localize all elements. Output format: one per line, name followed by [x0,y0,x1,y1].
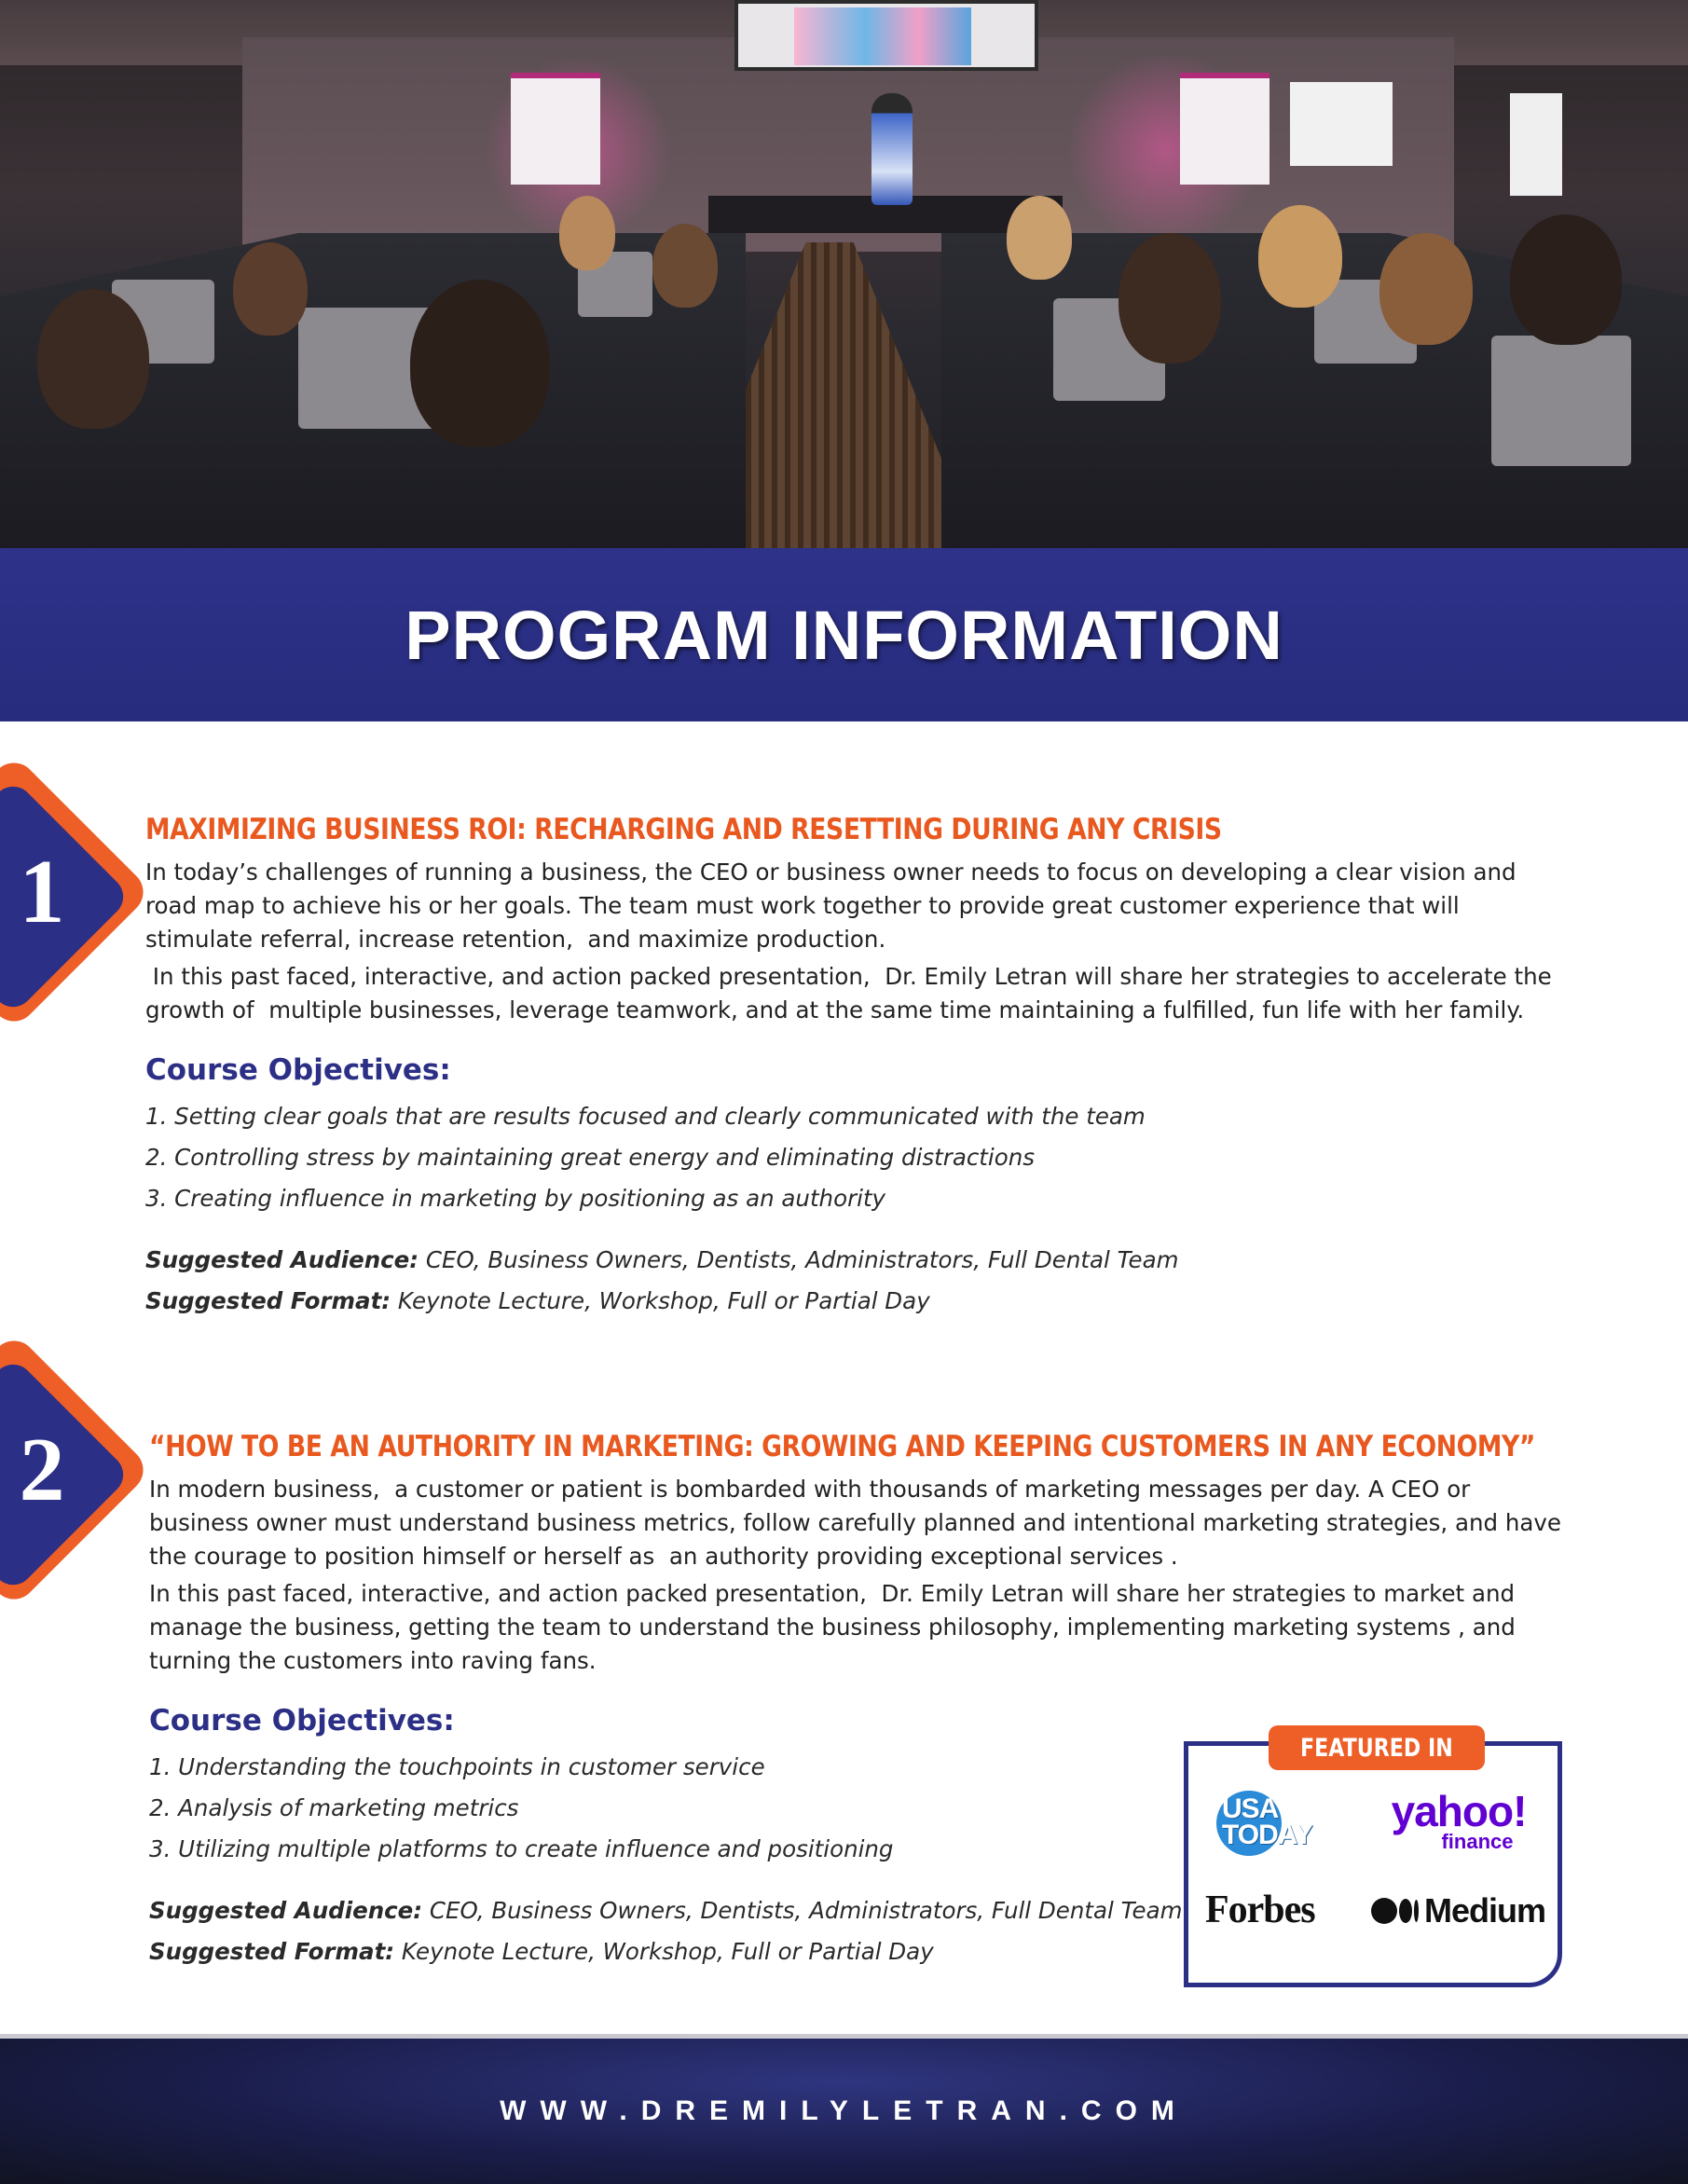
section-paragraph: In this past faced, interactive, and action packed presentation, Dr. Emily Letran will share her strategies to market and manage the business, getting the team to understand the business philosophy, implementing marketing systems , and turning the customers into raving fans. [149,1580,1523,1674]
section-meta [145,1240,1562,1322]
photo-attendee [410,280,550,447]
forbes-logo: Forbes [1205,1889,1315,1931]
photo-attendee [1510,214,1622,345]
photo-banner-left [511,73,600,185]
objectives-heading: Course Objectives: [145,1053,451,1087]
photo-attendee [559,196,615,270]
section-paragraph: In modern business, a customer or patient is bombarded with thousands of marketing messages per day. A CEO or business owner must understand business metrics, follow carefully planned and intentional marketing strategies, and have the courage to position himself or herself as an authority providing exceptional services . [149,1476,1569,1570]
section-heading: “HOW TO BE AN AUTHORITY IN MARKETING: GROWING AND KEEPING CUSTOMERS IN ANY ECONOMY” [149,1430,1535,1463]
medium-logo [1371,1891,1545,1930]
hero-photo [0,0,1688,550]
section-paragraph: In this past faced, interactive, and action packed presentation, Dr. Emily Letran will share her strategies to accelerate the growth of multiple businesses, leverage teamwork, and at the same time maintaining a fulfilled, fun life with her family. [145,963,1559,1023]
usa-today-line1: USA [1222,1793,1279,1824]
photo-whiteboard [1290,82,1393,166]
objective-item: 2. Controlling stress by maintaining great energy and eliminating distractions [145,1144,1035,1171]
audience-label: Suggested Audience: [149,1897,423,1924]
photo-attendee [1258,205,1342,308]
featured-in-box [1184,1733,1562,1987]
section-number: 2 [19,1420,65,1520]
photo-attendee [37,289,149,429]
yahoo-finance-wordmark: finance [1441,1830,1514,1853]
yahoo-wordmark: yahoo! [1391,1787,1527,1835]
photo-projection-screen [734,0,1038,71]
featured-in-tag [1269,1725,1485,1770]
section-paragraph: In today’s challenges of running a business, the CEO or business owner needs to focus on developing a clear vision and road map to achieve his or her goals. The team must work together to provide great customer experience that will stimulate referral, increase retention, and maximize production. [145,858,1524,953]
usa-today-line2: TODAY [1222,1820,1312,1850]
footer [0,2034,1688,2184]
section-number-badge [0,794,112,990]
photo-flipchart [1510,93,1562,196]
photo-attendee [1007,196,1072,280]
format-label: Suggested Format: [149,1938,395,1965]
audience-value: CEO, Business Owners, Dentists, Administrators, Full Dental Team [419,1246,1179,1273]
objectives-list [145,1096,1562,1219]
section-heading: MAXIMIZING BUSINESS ROI: RECHARGING AND RESETTING DURING ANY CRISIS [145,813,1222,846]
photo-chair [1491,336,1631,466]
program-section-1 [145,813,1562,1322]
photo-attendee [233,242,308,336]
objective-item: 2. Analysis of marketing metrics [149,1794,519,1821]
page-title: PROGRAM INFORMATION [405,596,1283,674]
suggested-audience [145,1240,1562,1281]
photo-speaker [871,93,913,205]
medium-wordmark: Medium [1424,1891,1546,1930]
objective-item: 3. Creating influence in marketing by positioning as an authority [145,1185,886,1212]
featured-in-label: FEATURED IN [1300,1733,1453,1763]
yahoo-finance-logo [1375,1787,1543,1853]
usa-today-logo [1216,1791,1324,1856]
objective-item: 3. Utilizing multiple platforms to create influence and positioning [149,1835,894,1862]
section-number: 1 [19,842,65,942]
photo-attendee [1118,233,1221,364]
format-value: Keynote Lecture, Workshop, Full or Partial Day [394,1938,934,1965]
medium-dots-icon [1371,1898,1419,1924]
format-label: Suggested Format: [145,1287,391,1314]
title-band [0,548,1688,721]
photo-attendee [1379,233,1473,345]
photo-banner-right [1180,73,1269,185]
footer-website[interactable]: WWW.DREMILYLETRAN.COM [500,2095,1188,2126]
audience-label: Suggested Audience: [145,1246,419,1273]
photo-attendee [652,224,718,308]
suggested-format [145,1281,1562,1322]
audience-value: CEO, Business Owners, Dentists, Administrators, Full Dental Team [422,1897,1183,1924]
section-number-badge [0,1372,112,1568]
objective-item: 1. Understanding the touchpoints in customer service [149,1753,765,1780]
objectives-heading: Course Objectives: [149,1704,455,1738]
objective-item: 1. Setting clear goals that are results focused and clearly communicated with the team [145,1103,1146,1130]
format-value: Keynote Lecture, Workshop, Full or Partial Day [391,1287,930,1314]
